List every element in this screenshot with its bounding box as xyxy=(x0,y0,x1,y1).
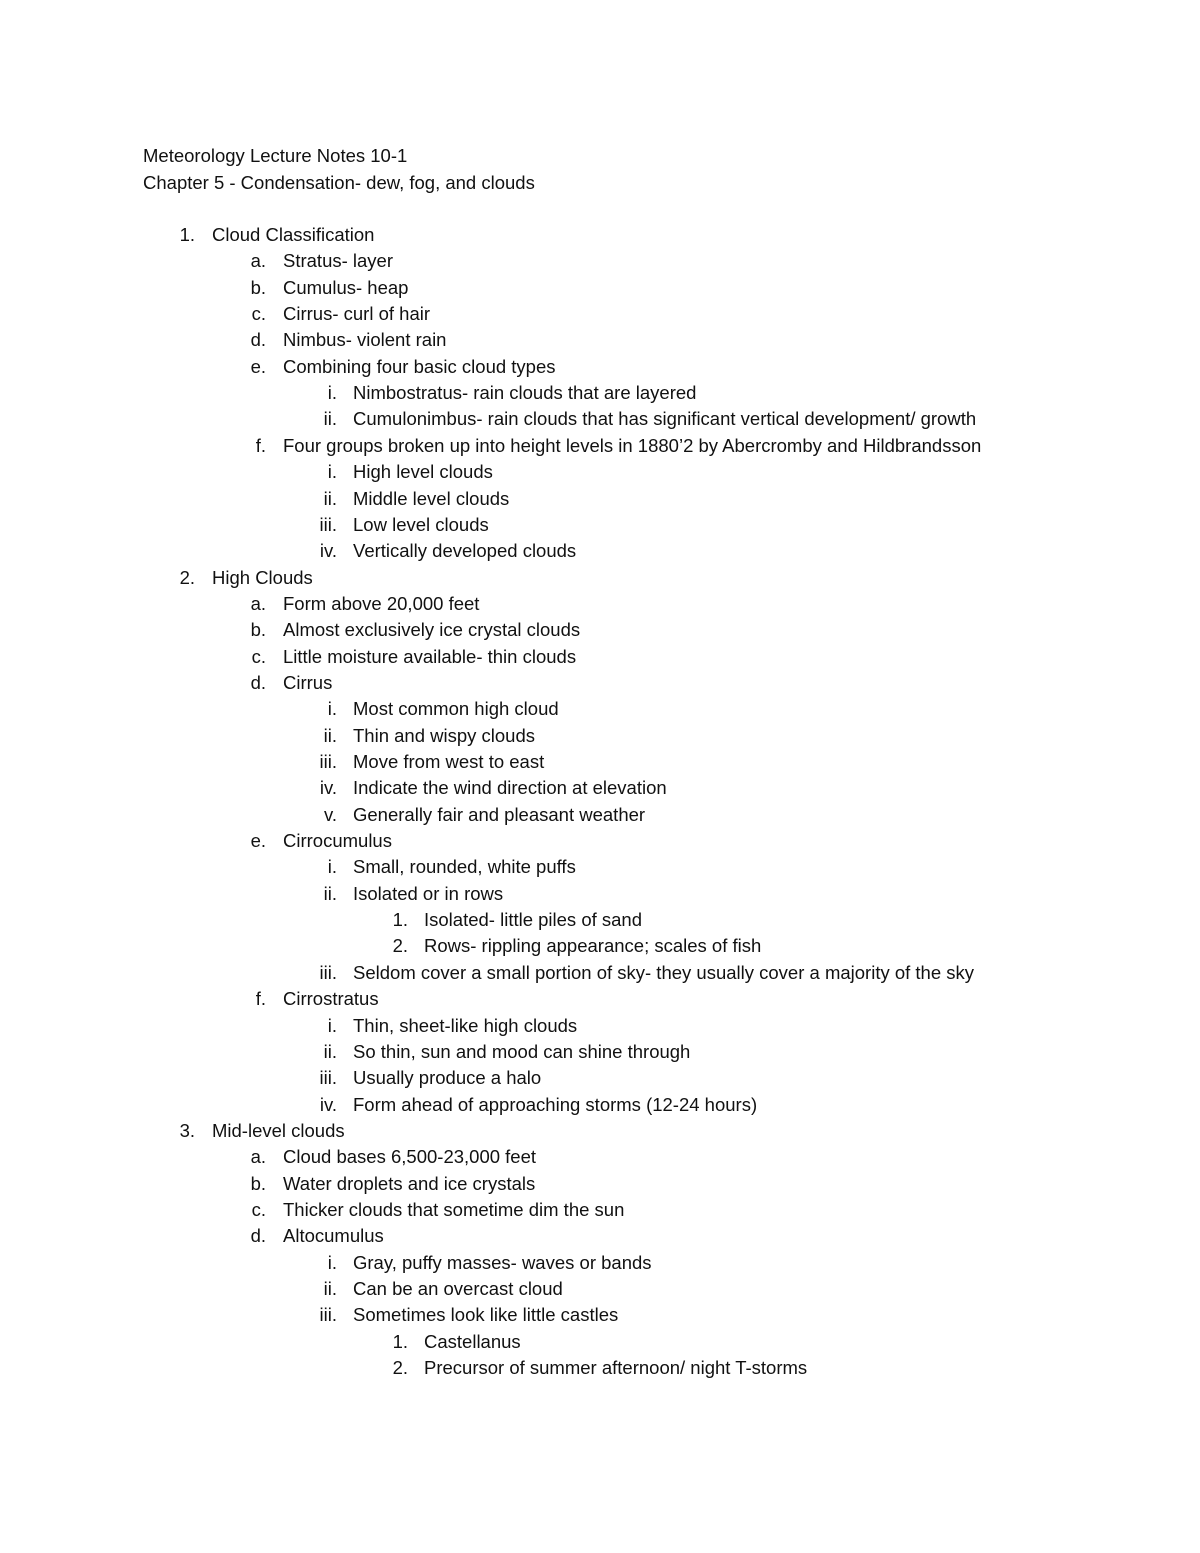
outline-item-marker: 2. xyxy=(392,1357,408,1378)
outline-item-text: Generally fair and pleasant weather xyxy=(353,804,646,825)
outline-item-marker: d. xyxy=(250,329,266,350)
outline-item-text: Most common high cloud xyxy=(353,698,559,719)
outline-item-marker: d. xyxy=(250,1225,266,1246)
outline-item-marker: c. xyxy=(251,303,266,324)
outline-item-marker: i. xyxy=(327,856,337,877)
document-subtitle: Chapter 5 - Condensation- dew, fog, and clouds xyxy=(143,172,535,193)
outline-item-marker: i. xyxy=(327,1015,337,1036)
outline-item-marker: f. xyxy=(255,988,266,1009)
outline-item-marker: c. xyxy=(251,1199,266,1220)
outline-item-text: So thin, sun and mood can shine through xyxy=(353,1041,691,1062)
outline-item-text: Nimbostratus- rain clouds that are layered xyxy=(353,382,697,403)
outline-item-text: Cirrus xyxy=(283,672,333,693)
outline-item-marker: i. xyxy=(327,461,337,482)
outline-item-text: Four groups broken up into height levels in 1880’2 by Abercromby and Hildbrandsson xyxy=(283,435,982,456)
outline-item-text: Cirrocumulus xyxy=(283,830,392,851)
outline-item-text: Stratus- layer xyxy=(283,250,394,271)
outline-item-marker: ii. xyxy=(323,725,337,746)
outline-item-marker: a. xyxy=(250,593,266,614)
outline-item-marker: 2. xyxy=(179,567,195,588)
outline-item-marker: iv. xyxy=(319,540,337,561)
outline-item-marker: 1. xyxy=(392,1331,408,1352)
outline-item-text: Usually produce a halo xyxy=(353,1067,542,1088)
outline-item-marker: d. xyxy=(250,672,266,693)
outline-item-text: Mid-level clouds xyxy=(212,1120,345,1141)
outline-item-marker: iii. xyxy=(319,1067,337,1088)
outline-item-text: Cloud bases 6,500-23,000 feet xyxy=(283,1146,537,1167)
outline-item-marker: iii. xyxy=(319,751,337,772)
outline-item-marker: ii. xyxy=(323,883,337,904)
outline-item-text: Cumulus- heap xyxy=(283,277,409,298)
outline-item-text: Thin, sheet-like high clouds xyxy=(353,1015,578,1036)
outline-item-text: Cumulonimbus- rain clouds that has significant vertical development/ growth xyxy=(353,408,977,429)
outline-item-text: Almost exclusively ice crystal clouds xyxy=(283,619,581,640)
outline-item-text: Thicker clouds that sometime dim the sun xyxy=(283,1199,625,1220)
outline-item-marker: e. xyxy=(250,356,266,377)
outline-item-marker: iii. xyxy=(319,962,337,983)
outline-item-text: Combining four basic cloud types xyxy=(283,356,556,377)
outline-item-marker: b. xyxy=(250,619,266,640)
outline-item-marker: v. xyxy=(323,804,337,825)
outline-item-text: Low level clouds xyxy=(353,514,489,535)
outline-item-marker: a. xyxy=(250,250,266,271)
outline-item-text: Thin and wispy clouds xyxy=(353,725,536,746)
outline-item-text: Form ahead of approaching storms (12-24 hours) xyxy=(353,1094,758,1115)
outline-item-text: Form above 20,000 feet xyxy=(283,593,480,614)
outline-item-marker: iii. xyxy=(319,514,337,535)
outline-item-marker: iv. xyxy=(319,777,337,798)
outline-item-marker: b. xyxy=(250,277,266,298)
outline-item-text: Cirrostratus xyxy=(283,988,379,1009)
outline-item-marker: b. xyxy=(250,1173,266,1194)
outline-item-marker: ii. xyxy=(323,408,337,429)
outline-item-text: Move from west to east xyxy=(353,751,545,772)
outline-item-text: Isolated or in rows xyxy=(353,883,504,904)
outline-item-text: Small, rounded, white puffs xyxy=(353,856,576,877)
outline-item-text: Indicate the wind direction at elevation xyxy=(353,777,667,798)
outline-item-text: High level clouds xyxy=(353,461,493,482)
outline-item-text: Middle level clouds xyxy=(353,488,510,509)
outline-item-marker: 1. xyxy=(179,224,195,245)
document-title: Meteorology Lecture Notes 10-1 xyxy=(143,145,408,166)
outline-item-text: Water droplets and ice crystals xyxy=(283,1173,536,1194)
outline-item-marker: 3. xyxy=(179,1120,195,1141)
outline-item-marker: ii. xyxy=(323,1041,337,1062)
outline-item-marker: i. xyxy=(327,698,337,719)
outline-item-marker: ii. xyxy=(323,488,337,509)
outline-item-marker: 2. xyxy=(392,935,408,956)
outline-item-text: Cloud Classification xyxy=(212,224,375,245)
outline-item-marker: iii. xyxy=(319,1304,337,1325)
outline-item-text: High Clouds xyxy=(212,567,313,588)
outline-item-text: Nimbus- violent rain xyxy=(283,329,447,350)
outline-item-text: Isolated- little piles of sand xyxy=(424,909,643,930)
outline-item-marker: i. xyxy=(327,1252,337,1273)
outline-item-text: Altocumulus xyxy=(283,1225,384,1246)
outline-item-text: Castellanus xyxy=(424,1331,521,1352)
outline-item-marker: c. xyxy=(251,646,266,667)
outline-item-text: Sometimes look like little castles xyxy=(353,1304,619,1325)
outline-item-text: Precursor of summer afternoon/ night T-storms xyxy=(424,1357,808,1378)
outline-item-marker: f. xyxy=(255,435,266,456)
outline-item-text: Little moisture available- thin clouds xyxy=(283,646,577,667)
outline-item-marker: a. xyxy=(250,1146,266,1167)
outline-item-text: Seldom cover a small portion of sky- they usually cover a majority of the sky xyxy=(353,962,975,983)
outline-item-text: Vertically developed clouds xyxy=(353,540,577,561)
outline-item-marker: iv. xyxy=(319,1094,337,1115)
outline-item-marker: ii. xyxy=(323,1278,337,1299)
outline-item-text: Cirrus- curl of hair xyxy=(283,303,430,324)
outline-item-text: Rows- rippling appearance; scales of fish xyxy=(424,935,762,956)
outline-item-marker: e. xyxy=(250,830,266,851)
outline-item-marker: i. xyxy=(327,382,337,403)
outline-item-marker: 1. xyxy=(392,909,408,930)
outline-item-text: Gray, puffy masses- waves or bands xyxy=(353,1252,652,1273)
outline-item-text: Can be an overcast cloud xyxy=(353,1278,563,1299)
